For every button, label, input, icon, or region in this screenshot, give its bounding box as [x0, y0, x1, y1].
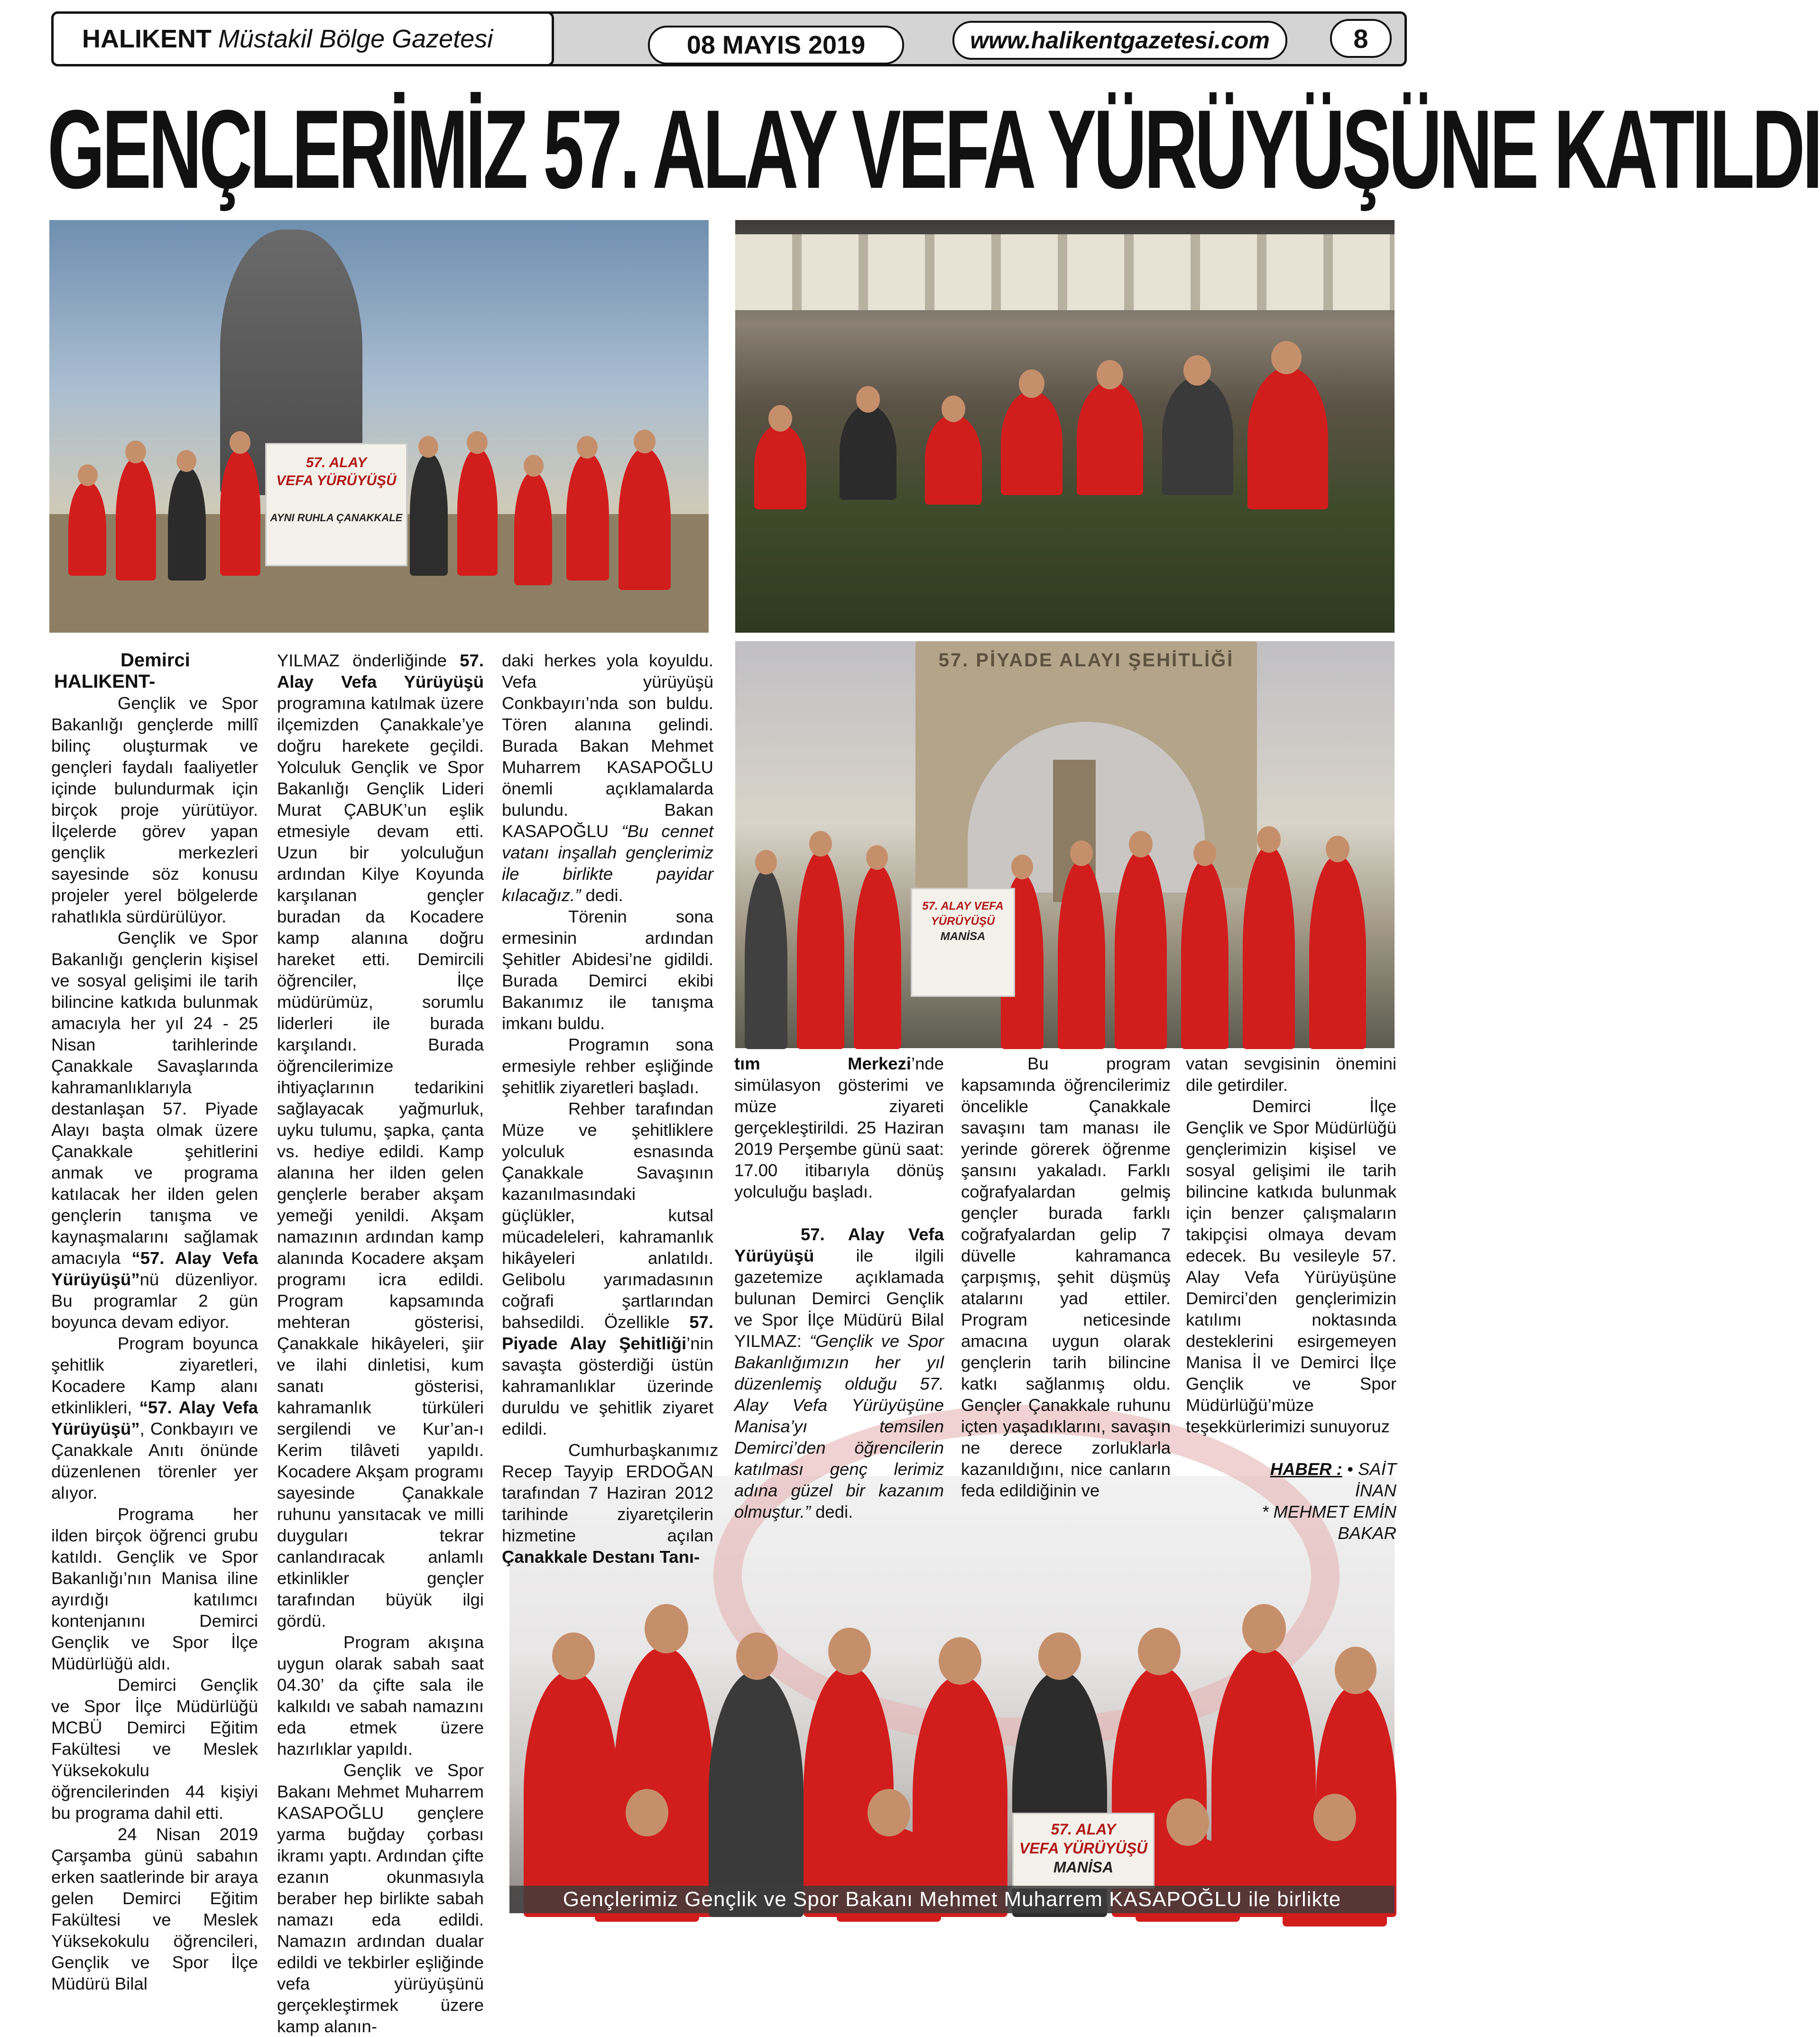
paragraph: Gençlik ve Spor Bakanlığı gençlerde millî bilinç oluşturmak ve gençleri faydalı faaliyetler içinde bulundurmak için birçok proje yürütüyor. İlçelerde görev yapan gençlik merkezleri sayesinde söz konusu projeler yerel bölgelerde rahatlıkla sürdürülüyor. — [51, 693, 258, 926]
photo-martyrs-memorial — [735, 641, 1395, 1048]
paragraph: vatan sevgisinin önemini dile getirdiler. — [1186, 1054, 1396, 1095]
photo4-banner — [1012, 1813, 1155, 1889]
paragraph: Demirci Gençlik ve Spor İlçe Müdürlüğü MCBÜ Demirci Eğitim Fakültesi ve Meslek Yüksekokulu öğrencilerinden 44 kişiyi bu programa dahil etti. — [51, 1675, 258, 1823]
photo-night-camp — [735, 220, 1395, 633]
photo3-banner — [911, 888, 1015, 997]
photo3-banner-line1: 57. ALAY VEFA YÜRÜYÜŞÜ — [922, 900, 1004, 928]
paragraph: tım Merkezi’nde simülasyon gösterimi ve müze ziyareti gerçekleştirildi. 25 Haziran 2019 Perşembe günü saat: 17.00 itibarıyla dönüş yolculuğu başladı. — [734, 1054, 944, 1201]
photo-caption: Gençlerimiz Gençlik ve Spor Bakanı Mehmet Muharrem KASAPOĞLU ile birlikte — [509, 1886, 1395, 1913]
paragraph: 57. Alay Vefa Yürüyüşü ile ilgili gazetemize açıklamada bulunan Demirci Gençlik ve Spor İlçe Müdürü Bilal YILMAZ: “Gençlik ve Spor Bakanlığımızın her yıl düzenlemiş olduğu 57. Alay Vefa Yürüyüşüne Manisa’yı temsilen Demirci’den öğrencilerin katılması genç lerimiz adına güzel bir kazanım olmuştur.” dedi. — [734, 1225, 944, 1521]
issue-date: 08 MAYIS 2019 — [648, 26, 904, 65]
paragraph: Demirci İlçe Gençlik ve Spor Müdürlüğü gençlerimizin kişisel ve sosyal gelişimi ile tarih bilincine katkıda bulunmak için benzer çalışmaların takipçisi olmaya devam edecek. Bu vesileyle 57. Alay Vefa Yürüyüşüne Demirci’den gençlerimizin katılımı noktasında desteklerini esirgemeyen Manisa İl ve Demirci İlçe Gençlik ve Spor Müdürlüğü’müze teşekkürlerimizi sunuyoruz — [1186, 1097, 1396, 1436]
article-column-4 — [734, 1053, 944, 1522]
photo3-banner-line2: MANİSA — [940, 930, 986, 943]
paragraph: YILMAZ önderliğinde 57. Alay Vefa Yürüyüşü programına katılmak üzere ilçemizden Çanakkale’ye doğru harekete geçildi. Yolculuk Gençlik ve Spor Bakanlığı Gençlik Lideri Murat ÇABUK’un eşlik etmesiyle devam etti. Uzun bir yolculuğun ardından Kilye Koyunda karşılanan gençler buradan da Kocadere kamp alanına doğru hareket etti. Demircili öğrenciler, İlçe müdürümüz, sorumlu liderleri ile burada karşılandı. Burada öğrencilerimize ihtiyaçlarının tedarikini sağlayacak yağmurluk, uyku tulumu, şapka, çanta vs. hediye edildi. Kamp alanına her ilden gelen gençlerle beraber akşam yemeği yenildi. Akşam namazının ardından kamp alanında Kocadere akşam programı icra edildi. Program kapsamında mehteran gösterisi, Çanakkale hikâyeleri, şiir ve ilahi dinletisi, kum sanatı gösterisi, kahramanlık türküleri sergilendi ve Kur’an-ı Kerim tilâveti yapıldı. Kocadere Akşam programı sayesinde Çanakkale ruhunu yansıtacak ve milli duyguları tekrar canlandıracak anlamlı etkinlikler gençler tarafından büyük ilgi gördü. — [277, 651, 484, 1631]
masthead-title: HALIKENT — [82, 25, 212, 53]
paragraph: Rehber tarafından Müze ve şehitliklere yolculuk esnasında Çanakkale Savaşının kazanılmasındaki güçlükler, kutsal mücadeleleri, kahramanlık hikâyeleri anlatıldı. Gelibolu yarımadasının coğrafi şartlarından bahsedildi. Özellikle 57. Piyade Alay Şehitliği’nin savaşta gösterdiği üstün kahramanlıklar üzerinde duruldu ve şehitlik ziyaret edildi. — [502, 1099, 713, 1438]
article-column-6 — [1186, 1053, 1396, 1544]
signature-name-2: * MEHMET EMİN BAKAR — [1262, 1502, 1396, 1543]
paragraph: Programa her ilden birçok öğrenci grubu katıldı. Gençlik ve Spor Bakanlığı’nın Manisa iline ayırdığı katılımcı kontenjanını Demirci Gençlik ve Spor İlçe Müdürlüğü aldı. — [51, 1504, 258, 1673]
headline: GENÇLERİMİZ 57. ALAY VEFA YÜRÜYÜŞÜNE KATILDI — [47, 87, 1820, 212]
paragraph: Programın sona ermesiyle rehber eşliğinde şehitlik ziyaretleri başladı. — [502, 1035, 713, 1097]
article-column-5 — [961, 1053, 1171, 1501]
signature-label: HABER : — [1270, 1459, 1342, 1479]
paragraph: 24 Nisan 2019 Çarşamba günü sabahın erken saatlerinde bir araya gelen Demirci Eğitim Fakültesi ve Meslek Yüksekokulu öğrencileri, Gençlik ve Spor İlçe Müdürü Bilal — [51, 1825, 258, 1993]
signature-name-1: • SAİT İNAN — [1347, 1459, 1396, 1500]
tent-row — [735, 234, 1395, 310]
page-number: 8 — [1330, 19, 1392, 58]
paragraph: daki herkes yola koyuldu. Vefa yürüyüşü Conkbayırı’nda son buldu. Tören alanına gelindi. Burada Bakan Mehmet Muharrem KASAPOĞLU önemli açıklamalarda bulundu. Bakan KASAPOĞLU “Bu cennet vatanı inşallah gençlerimiz ile birlikte payidar kılacağız.” dedi. — [502, 651, 713, 905]
masthead-subtitle: Müstakil Bölge Gazetesi — [218, 25, 493, 53]
photo4-banner-line3: MANİSA — [1053, 1859, 1114, 1876]
paragraph: Gençlik ve Spor Bakanlığı gençlerin kişisel ve sosyal gelişimi ile tarih bilincine katkıda bulunmak amacıyla her yıl 24 - 25 Nisan tarihlerinde Çanakkale Savaşlarında kahramanlıklarıyla destanlaşan 57. Piyade Alayı başta olmak üzere Çanakkale şehitlerini anmak ve programa katılacak her ilden gelen gençlerin tanışma ve kaynaşmalarını sağlamak amacıyla “57. Alay Vefa Yürüyüşü”nü düzenliyor. Bu programlar 2 gün boyunca devam ediyor. — [51, 928, 258, 1332]
photo1-banner-line1: 57. ALAY — [305, 455, 367, 470]
masthead — [51, 11, 554, 66]
paragraph: Program akışına uygun olarak sabah saat 04.30’ da çifte sala ile kalkıldı ve sabah namazını eda etmek üzere hazırlıklar yapıldı. — [277, 1632, 484, 1759]
photo1-banner-line3: AYNI RUHLA ÇANAKKALE — [270, 512, 403, 524]
article-column-1 — [51, 650, 258, 1994]
photo1-banner — [265, 443, 407, 566]
photo4-banner-line2: VEFA YÜRÜYÜŞÜ — [1019, 1840, 1148, 1857]
website-link[interactable]: www.halikentgazetesi.com — [952, 21, 1287, 60]
byline: Demirci HALIKENT- — [54, 650, 190, 692]
paragraph: Program boyunca şehitlik ziyaretleri, Kocadere Kamp alanı etkinlikleri, “57. Alay Vefa Yürüyüşü”, Conkbayırı ve Çanakkale Anıtı önünde düzenlenen törenler yer alıyor. — [51, 1334, 258, 1502]
paragraph: Cumhurbaşkanımız Recep Tayyip ERDOĞAN tarafından 7 Haziran 2012 tarihinde ziyaretçilerin hizmetine açılan Çanakkale Destanı Tanı- — [502, 1440, 719, 1567]
signature — [1186, 1458, 1396, 1501]
paragraph: Gençlik ve Spor Bakanı Mehmet Muharrem KASAPOĞLU gençlere yarma buğday çorbası ikramı yaptı. Ardından çifte ezanın okunmasıyla beraber hep birlikte sabah namazı eda edildi. Namazın ardından dualar edildi ve tekbirler eşliğinde vefa yürüyüşünü gerçekleştirmek üzere kamp alanın- — [277, 1760, 484, 2036]
photo-statue-group — [49, 220, 709, 633]
photo1-banner-line2: VEFA YÜRÜYÜŞÜ — [276, 473, 397, 489]
article-column-2 — [277, 650, 484, 2037]
article-column-3 — [502, 650, 719, 1567]
paragraph: Törenin sona ermesinin ardından Şehitler Abidesi’ne gidildi. Burada Demirci ekibi Bakanımız ile tanışma imkanı buldu. — [502, 907, 713, 1033]
arch-inscription: 57. PİYADE ALAYI ŞEHİTLİĞİ — [938, 650, 1234, 671]
paragraph: Bu program kapsamında öğrencilerimiz öncelikle Çanakkale savaşını tam manası ile yerinde görerek öğrenme şansını yakaladı. Farklı coğrafyalardan gelmiş gençler burada farklı coğrafyalardan gelip 7 düvelle kahramanca çarpışmış, şehit düşmüş atalarını yad ettiler. Program neticesinde amacına uygun olarak gençlerin tarih bilincine katkı sağlanmış oldu. Gençler Çanakkale ruhunu içten yaşadıklarını, savaşın ne derece zorluklarla kazanıldığını, nice canların feda edildiğinin ve — [961, 1054, 1171, 1500]
photo4-banner-line1: 57. ALAY — [1051, 1821, 1116, 1838]
